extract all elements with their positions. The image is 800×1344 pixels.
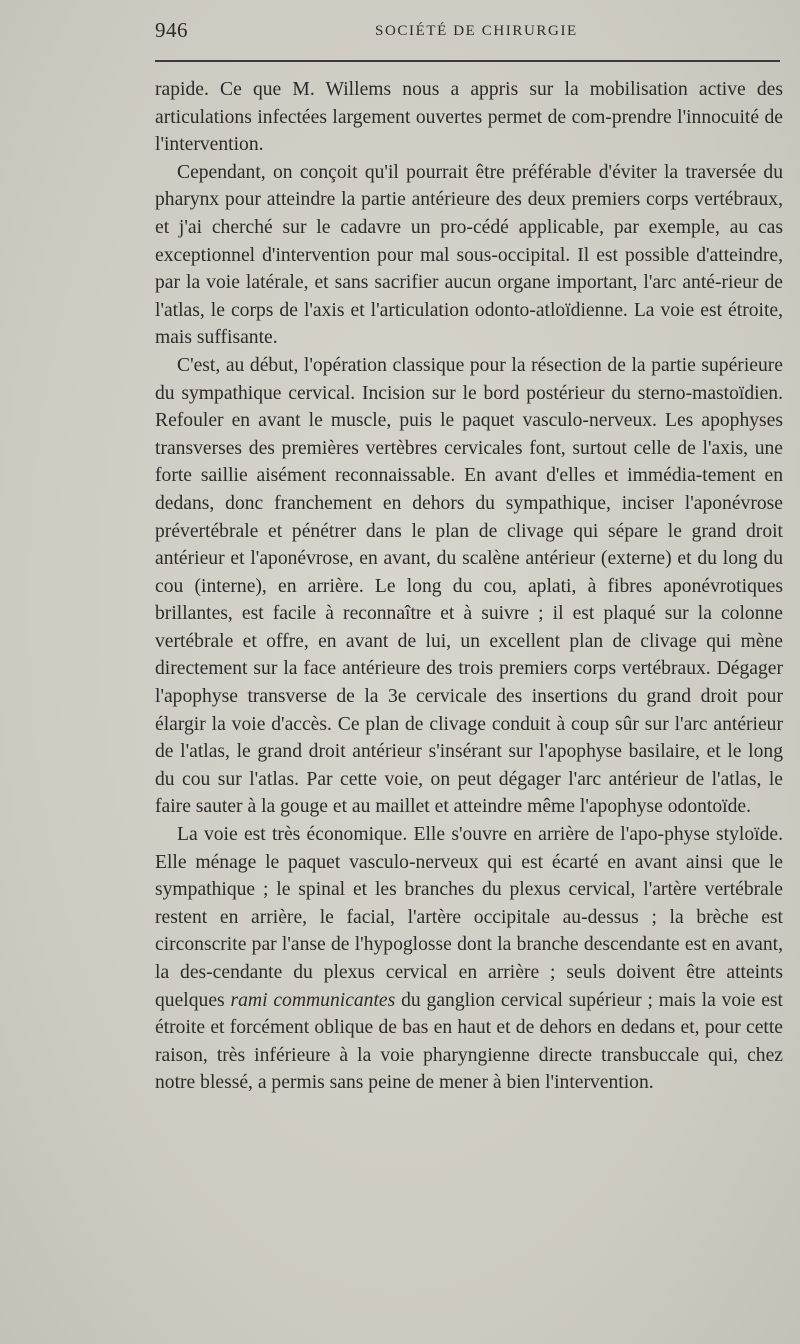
page-number: 946 (155, 18, 188, 42)
paragraph-2: Cependant, on conçoit qu'il pourrait être préférable d'éviter la traversée du pharynx pour atteindre la partie antérieure des deux premiers corps vertébraux, et j'ai cherché sur le cadavre un pro-cédé applicable, par exemple, au cas exceptionnel d'intervention pour mal sous-occipital. Il est possible d'atteindre, par la voie latérale, et sans sacrifier aucun organe important, l'arc anté-rieur de l'atlas, le corps de l'axis et l'articulation odonto-atloïdienne. La voie est étroite, mais suffisante. (155, 161, 783, 349)
page-header (155, 18, 785, 46)
paragraph-1: rapide. Ce que M. Willems nous a appris sur la mobilisation active des articulations infectées largement ouvertes permet de com-prendre l'innocuité de l'intervention. (155, 79, 783, 156)
body-text (155, 76, 783, 1097)
paragraph-3: C'est, au début, l'opération classique pour la résection de la partie supérieure du sympathique cervical. Incision sur le bord postérieur du sterno-mastoïdien. Refouler en avant le muscle, puis le paquet vasculo-nerveux. Les apophyses transverses des premières vertèbres cervicales font, surtout celle de l'axis, une forte saillie aisément reconnaissable. En avant d'elles et immédia-tement en dedans, donc franchement en dehors du sympathique, inciser l'aponévrose prévertébrale et pénétrer dans le plan de clivage qui sépare le grand droit antérieur et l'aponévrose, en avant, du scalène antérieur (externe) et du long du cou (interne), en arrière. Le long du cou, aplati, à fibres aponévrotiques brillantes, est facile à reconnaître et à suivre ; il est plaqué sur la colonne vertébrale et offre, en avant de lui, un excellent plan de clivage qui mène directement sur la face antérieure des trois premiers corps vertébraux. Dégager l'apophyse transverse de la 3e cervicale des insertions du grand droit pour élargir la voie d'accès. Ce plan de clivage conduit à coup sûr sur l'arc antérieur de l'atlas, le grand droit antérieur s'insérant sur l'apophyse basilaire, et le long du cou sur l'atlas. Par cette voie, on peut dégager l'arc antérieur de l'atlas, le faire sauter à la gouge et au maillet et atteindre même l'apophyse odontoïde. (155, 354, 783, 818)
header-rule (155, 60, 780, 62)
running-title: SOCIÉTÉ DE CHIRURGIE (375, 23, 578, 39)
paragraph-4-start: La voie est très économique. Elle s'ouvre en arrière de l'apo-physe styloïde. Elle ménage le paquet vasculo-nerveux qui est écarté en avant ainsi que le sympathique ; le spinal et les branches du plexus cervical, l'artère vertébrale restent en arrière, le facial, l'artère occipitale au-dessus ; la brèche est circonscrite par l'anse de l'hypoglosse dont la branche descendante est en avant, la des-cendante du plexus cervical en arrière ; seuls doivent être atteints quelques (155, 824, 783, 1011)
paragraph-4-end: du ganglion cervical supérieur ; mais la voie est étroite et forcément oblique de bas en haut et de dehors en dedans et, pour cette raison, très inférieure à la voie pharyngienne directe transbuccale qui, chez notre blessé, a permis sans peine de mener à bien l'intervention. (155, 989, 783, 1094)
italic-term: rami communicantes (230, 989, 396, 1011)
paragraph-4 (155, 821, 783, 1097)
